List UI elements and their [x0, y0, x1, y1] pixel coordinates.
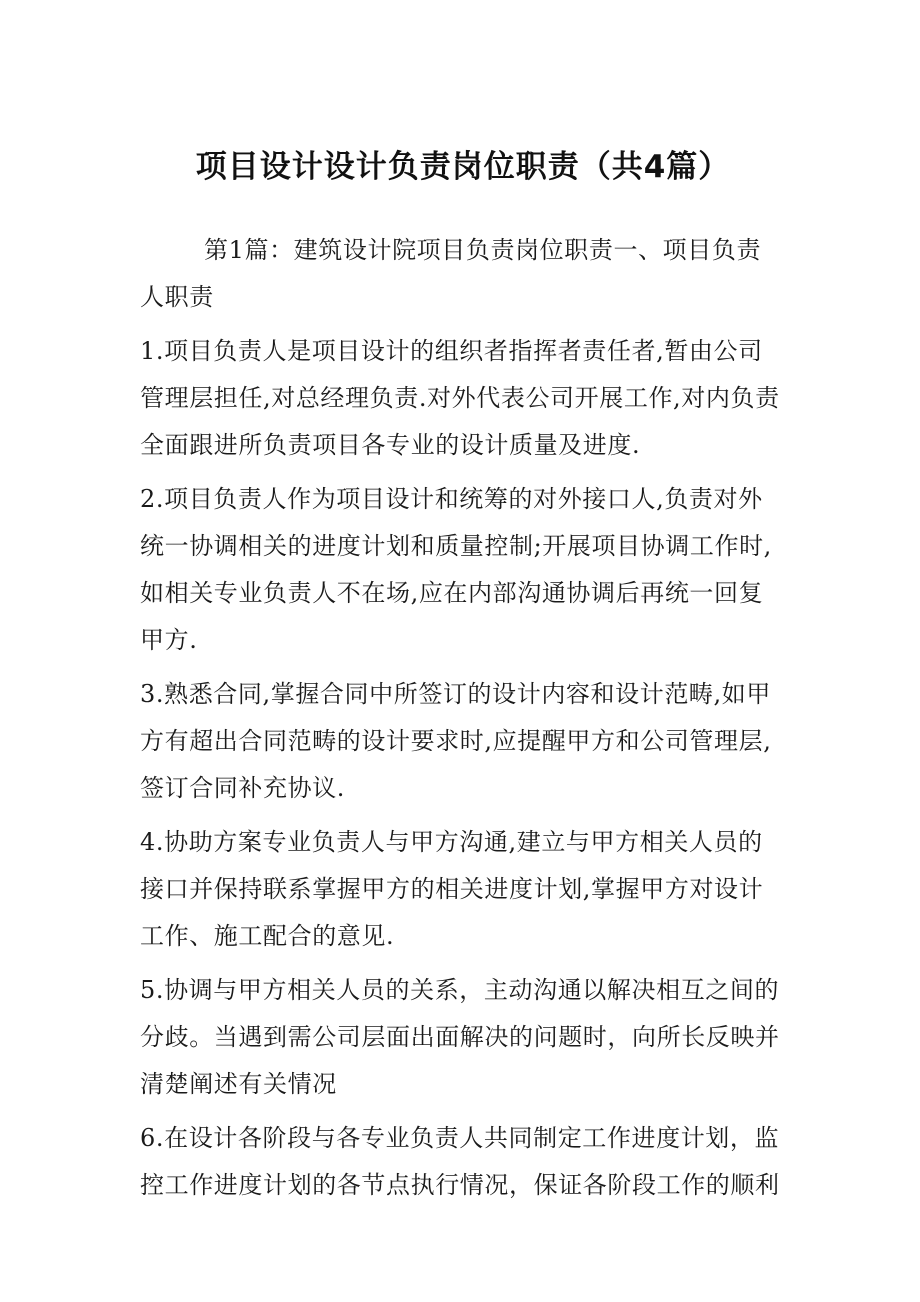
duty-paragraph-2: 2.项目负责人作为项目设计和统筹的对外接口人,负责对外统一协调相关的进度计划和质量控制;开展项目协调工作时,如相关专业负责人不在场,应在内部沟通协调后再统一回复甲方. [140, 485, 772, 654]
duty-paragraph-3: 3.熟悉合同,掌握合同中所签订的设计内容和设计范畴,如甲方有超出合同范畴的设计要求时,应提醒甲方和公司管理层,签订合同补充协议. [140, 680, 772, 802]
document-body [140, 227, 782, 1209]
intro-paragraph: 第1篇：建筑设计院项目负责岗位职责一、项目负责人职责 [140, 236, 762, 311]
duty-paragraph-4: 4.协助方案专业负责人与甲方沟通,建立与甲方相关人员的接口并保持联系掌握甲方的相关进度计划,掌握甲方对设计工作、施工配合的意见. [140, 828, 764, 950]
duty-paragraph-6: 6.在设计各阶段与各专业负责人共同制定工作进度计划，监控工作进度计划的各节点执行情况，保证各阶段工作的顺利 [140, 1124, 780, 1199]
duty-paragraph-1: 1.项目负责人是项目设计的组织者指挥者责任者,暂由公司管理层担任,对总经理负责.对外代表公司开展工作,对内负责全面跟进所负责项目各专业的设计质量及进度. [140, 337, 780, 459]
document-title: 项目设计设计负责岗位职责（共4篇） [195, 149, 731, 185]
duty-paragraph-5: 5.协调与甲方相关人员的关系，主动沟通以解决相互之间的分歧。当遇到需公司层面出面解决的问题时，向所长反映并清楚阐述有关情况 [140, 976, 780, 1098]
